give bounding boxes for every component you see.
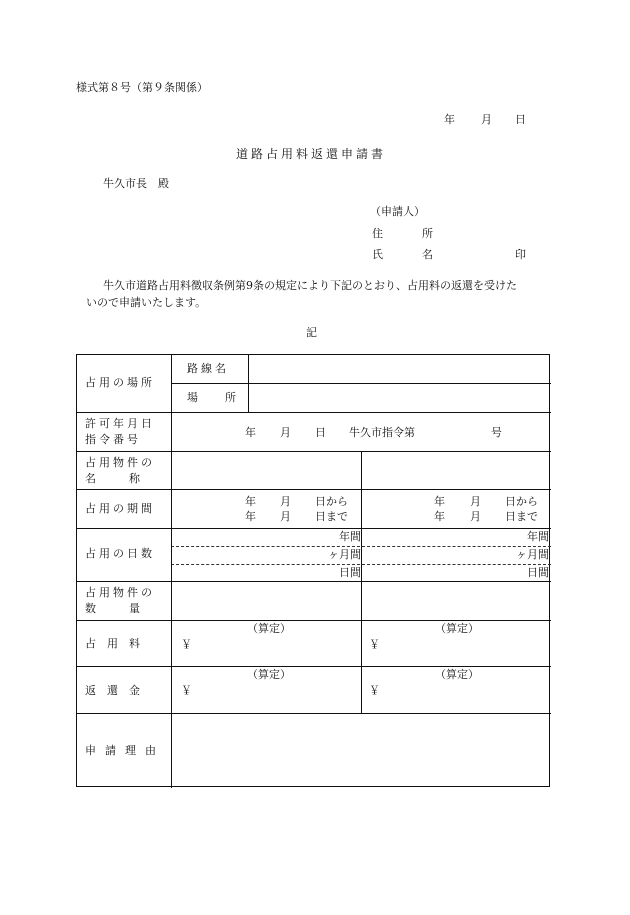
period-from-month: 月	[280, 495, 291, 508]
period-to-year: 年	[245, 510, 256, 523]
permit-month: 月	[280, 426, 291, 439]
location-label: 場 所	[187, 391, 244, 404]
days-years: 年間	[339, 530, 361, 543]
refund-calc-2: （算定）	[435, 668, 479, 681]
fee-yen-1: ￥	[181, 638, 192, 651]
fee-label: 占 用 料	[85, 637, 140, 650]
period-to-day: 日まで	[315, 510, 348, 523]
refund-yen-2: ￥	[369, 684, 380, 697]
object-name-label-2: 名 称	[85, 472, 140, 485]
fee-yen-2: ￥	[369, 638, 380, 651]
object-name-label-1: 占用物件の	[85, 456, 155, 469]
applicant-address-label: 住 所	[372, 227, 447, 240]
period2-to-year: 年	[434, 510, 445, 523]
addressee: 牛久市長 殿	[103, 177, 169, 190]
fee-calc-1: （算定）	[247, 622, 291, 635]
period2-from-month: 月	[470, 495, 481, 508]
days2-months: ヶ月間	[516, 548, 549, 561]
period-from-year: 年	[245, 495, 256, 508]
applicant-name-label: 氏 名	[372, 248, 447, 261]
quantity-label-2: 数 量	[85, 602, 140, 615]
body-text-line2: いので申請いたします。	[86, 296, 207, 309]
body-text-line1: 牛久市道路占用料徴収条例第9条の規定により下記のとおり、占用料の返還を受けた	[103, 279, 517, 292]
period2-from-year: 年	[434, 495, 445, 508]
period2-from-day: 日から	[505, 495, 538, 508]
refund-calc-1: （算定）	[247, 668, 291, 681]
refund-label: 返 還 金	[85, 684, 140, 697]
permit-date-label: 許可年月日	[85, 417, 155, 430]
days-days: 日間	[339, 566, 361, 579]
days-months: ヶ月間	[328, 548, 361, 561]
application-table	[76, 354, 550, 787]
directive-number-suffix: 号	[491, 426, 502, 439]
route-name-label: 路線名	[187, 362, 229, 375]
directive-number-label: 指令番号	[85, 433, 141, 446]
permit-day: 日	[315, 426, 326, 439]
period-label: 占用の期間	[85, 502, 155, 515]
date-year-label: 年	[444, 113, 455, 126]
reason-label: 申請理由	[85, 744, 165, 757]
days2-days: 日間	[527, 566, 549, 579]
directive-label: 牛久市指令第	[349, 426, 415, 439]
document-title: 道路占用料返還申請書	[236, 147, 387, 161]
fee-calc-2: （算定）	[435, 622, 479, 635]
period-from-day: 日から	[315, 495, 348, 508]
applicant-heading: （申請人）	[370, 205, 425, 218]
period2-to-month: 月	[470, 510, 481, 523]
days-label: 占用の日数	[85, 547, 155, 560]
date-month-label: 月	[481, 113, 492, 126]
seal-label: 印	[515, 248, 526, 261]
date-day-label: 日	[515, 113, 526, 126]
permit-year: 年	[245, 426, 256, 439]
period-to-month: 月	[280, 510, 291, 523]
refund-yen-1: ￥	[181, 684, 192, 697]
ki-label: 記	[306, 326, 317, 339]
period2-to-day: 日まで	[505, 510, 538, 523]
days2-years: 年間	[527, 530, 549, 543]
form-number: 様式第８号（第９条関係）	[76, 81, 208, 94]
place-label: 占用の場所	[85, 376, 155, 389]
quantity-label-1: 占用物件の	[85, 586, 155, 599]
